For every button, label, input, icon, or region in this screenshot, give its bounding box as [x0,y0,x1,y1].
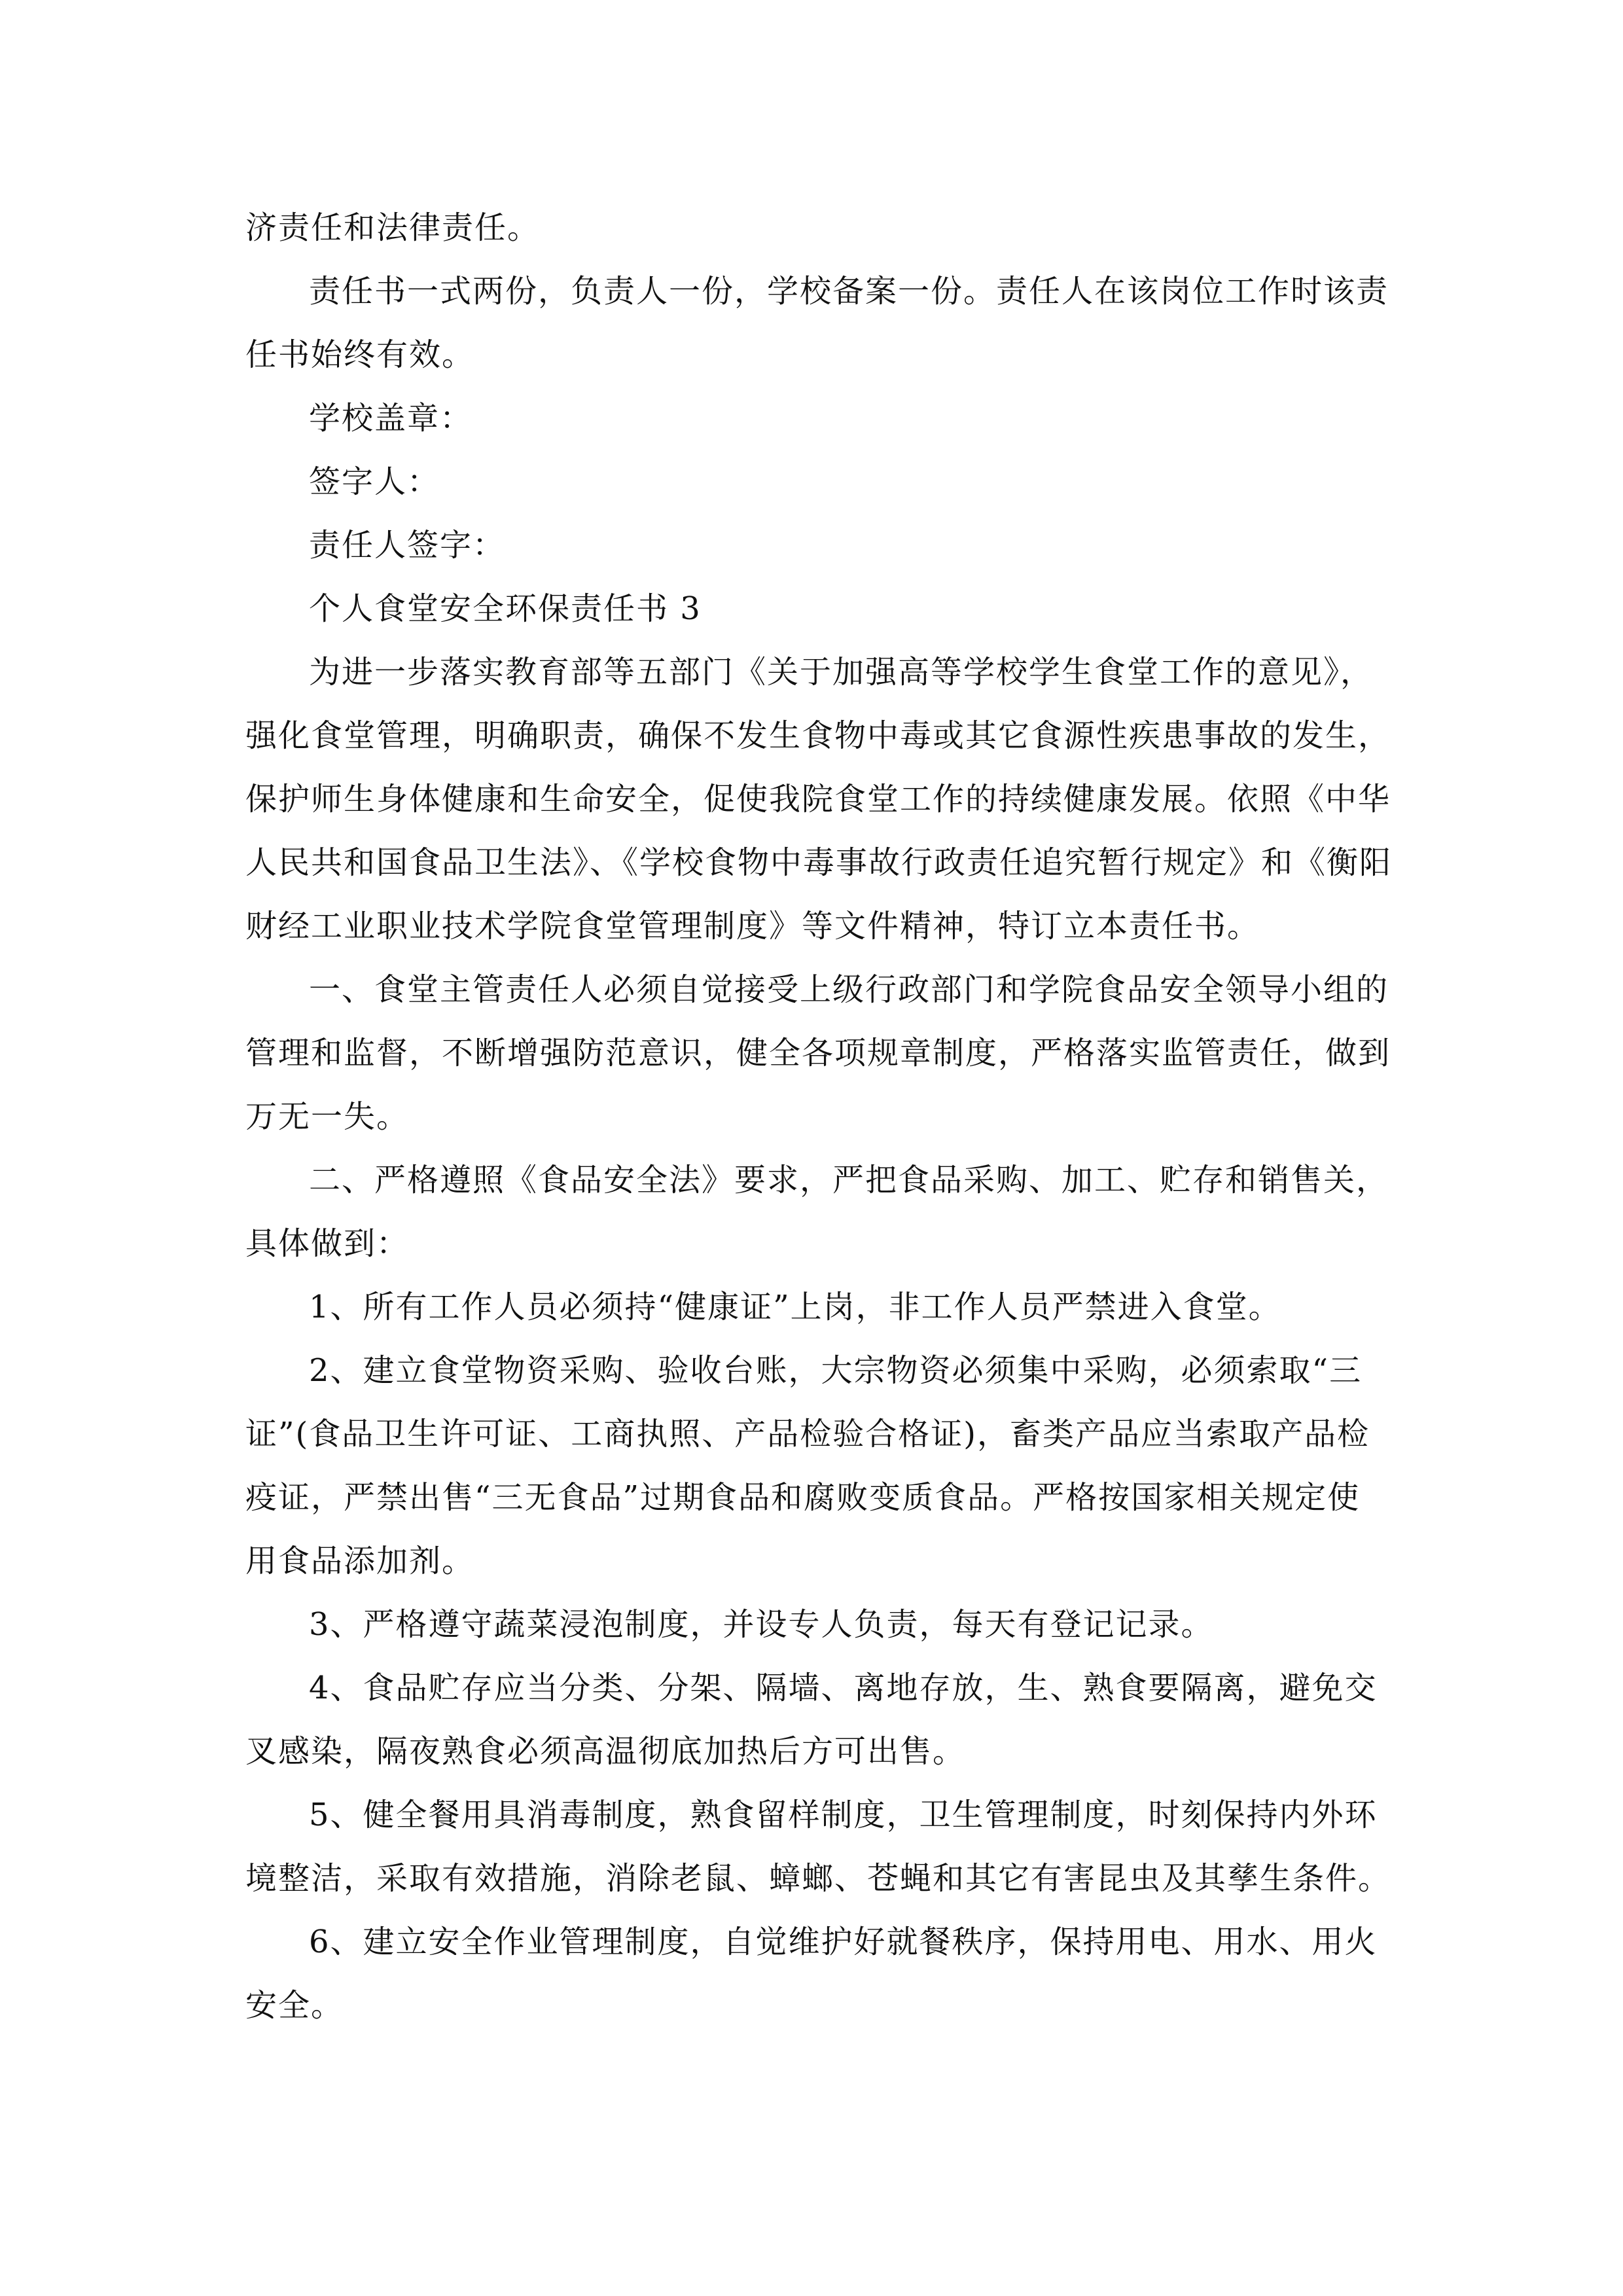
text-line: 强化食堂管理，明确职责，确保不发生食物中毒或其它食源性疾患事故的发生， [245,717,1391,754]
text-line: 疫证，严禁出售“三无食品”过期食品和腐败变质食品。严格按国家相关规定使 [245,1479,1361,1516]
list-item: 5、健全餐用具消毒制度，熟食留样制度，卫生管理制度，时刻保持内外环 [309,1797,1378,1833]
section-title: 个人食堂安全环保责任书 3 [309,590,702,627]
text-line: 二、严格遵照《食品安全法》要求，严把食品采购、加工、贮存和销售关， [309,1162,1389,1198]
text-line: 任书始终有效。 [245,336,475,373]
text-line: 万无一失。 [245,1098,410,1135]
text-line: 人民共和国食品卫生法》、《学校食物中毒事故行政责任追究暂行规定》和《衡阳 [245,844,1393,881]
list-item: 3、严格遵守蔬菜浸泡制度，并设专人负责，每天有登记记录。 [309,1606,1214,1643]
text-line: 叉感染，隔夜熟食必须高温彻底加热后方可出售。 [245,1733,966,1770]
text-line: 一、食堂主管责任人必须自觉接受上级行政部门和学院食品安全领导小组的 [309,971,1389,1008]
text-line: 安全。 [245,1987,344,2024]
list-item: 4、食品贮存应当分类、分架、隔墙、离地存放，生、熟食要隔离，避免交 [309,1670,1378,1706]
text-line: 为进一步落实教育部等五部门《关于加强高等学校学生食堂工作的意见》， [309,654,1374,691]
text-line: 境整洁，采取有效措施，消除老鼠、蟑螂、苍蝇和其它有害昆虫及其孳生条件。 [245,1860,1391,1897]
text-line: 用食品添加剂。 [245,1543,475,1579]
text-line: 保护师生身体健康和生命安全，促使我院食堂工作的持续健康发展。依照《中华 [245,781,1391,817]
text-line: 济责任和法律责任。 [245,209,541,246]
document-body [245,196,1393,2037]
text-line: 财经工业职业技术学院食堂管理制度》等文件精神，特订立本责任书。 [245,908,1260,944]
text-line: 具体做到： [245,1225,410,1262]
list-item: 6、建立安全作业管理制度，自觉维护好就餐秩序，保持用电、用水、用火 [309,1924,1378,1960]
list-item: 1、所有工作人员必须持“健康证”上岗，非工作人员严禁进入食堂。 [309,1289,1281,1325]
list-item: 2、建立食堂物资采购、验收台账，大宗物资必须集中采购，必须索取“三 [309,1352,1363,1389]
signer-label: 签字人： [309,463,440,500]
text-line: 证”(食品卫生许可证、工商执照、产品检验合格证)，畜类产品应当索取产品检 [245,1416,1370,1452]
text-line: 责任书一式两份，负责人一份，学校备案一份。责任人在该岗位工作时该责 [309,273,1389,310]
text-line: 管理和监督，不断增强防范意识，健全各项规章制度，严格落实监管责任，做到 [245,1035,1391,1071]
responsible-person-signature-label: 责任人签字： [309,527,506,564]
school-seal-label: 学校盖章： [309,400,473,437]
